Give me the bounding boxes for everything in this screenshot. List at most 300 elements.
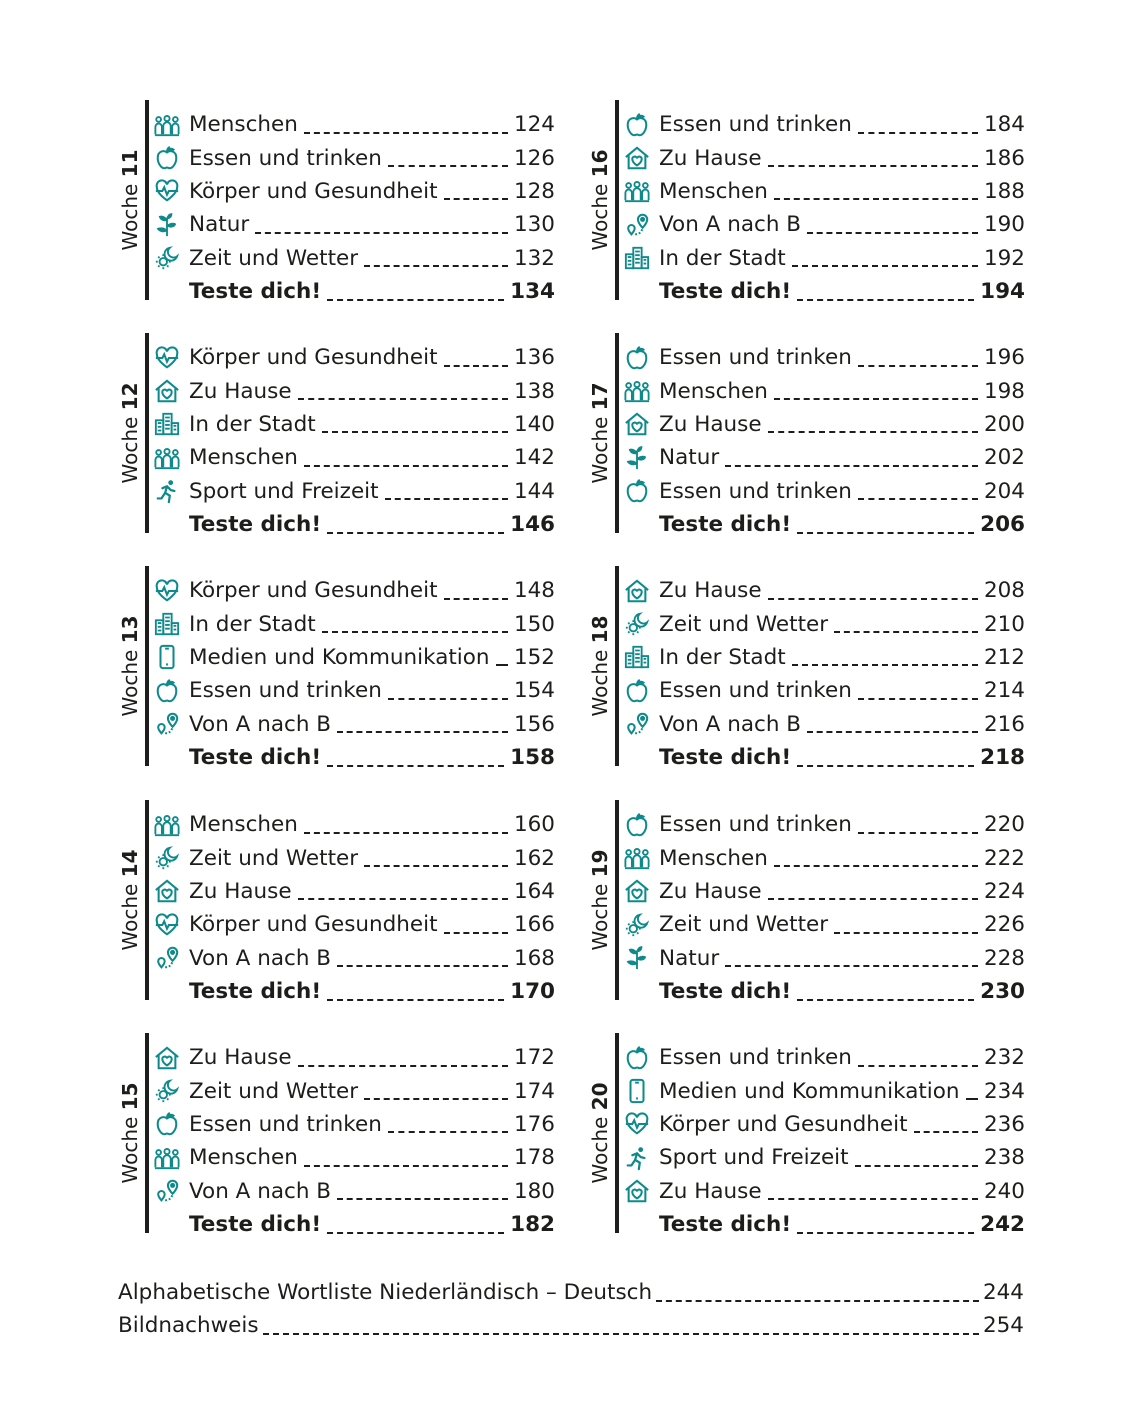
toc-entry[interactable] — [153, 942, 555, 975]
page-number: 216 — [983, 711, 1025, 737]
test-entry[interactable] — [623, 1208, 1025, 1241]
toc-entry[interactable] — [623, 475, 1025, 508]
page-number: 188 — [983, 178, 1025, 204]
leader-line — [792, 265, 978, 267]
entry-title: Menschen — [189, 445, 298, 471]
entry-title: Natur — [659, 945, 720, 971]
leader-line — [496, 664, 508, 666]
leader-line — [768, 1198, 978, 1200]
toc-entry[interactable] — [623, 808, 1025, 841]
toc-entry[interactable] — [623, 374, 1025, 407]
plant-icon — [623, 944, 651, 972]
page-number: 190 — [983, 212, 1025, 238]
page-number: 170 — [510, 979, 555, 1005]
toc-entry[interactable] — [623, 108, 1025, 141]
entry-title: Zu Hause — [189, 1045, 292, 1071]
entry-title: Teste dich! — [189, 512, 322, 538]
smartphone-icon — [623, 1077, 651, 1105]
appendix-title: Alphabetische Wortliste Niederländisch – Deutsch — [118, 1280, 653, 1305]
people-icon — [623, 377, 651, 405]
entry-title: Zeit und Wetter — [659, 611, 829, 637]
toc-entry[interactable] — [623, 908, 1025, 941]
entry-title: Essen und trinken — [659, 812, 852, 838]
people-icon — [153, 811, 181, 839]
test-entry[interactable] — [153, 741, 555, 774]
entry-title: In der Stadt — [189, 611, 316, 637]
entry-title: Teste dich! — [659, 279, 792, 305]
sun-moon-icon — [623, 610, 651, 638]
toc-entry[interactable] — [153, 808, 555, 841]
city-buildings-icon — [153, 610, 181, 638]
house-heart-icon — [153, 877, 181, 905]
leader-line — [298, 898, 508, 900]
page-number: 160 — [513, 812, 555, 838]
toc-entry[interactable] — [153, 708, 555, 741]
week-label-text — [118, 149, 142, 250]
house-heart-icon — [623, 144, 651, 172]
entry-title: Sport und Freizeit — [659, 1145, 849, 1171]
page-number: 138 — [513, 378, 555, 404]
week-label — [585, 333, 615, 533]
page-number: 242 — [980, 1212, 1025, 1238]
leader-line — [858, 832, 978, 834]
week-block-12 — [118, 333, 555, 538]
leader-line — [304, 1165, 508, 1167]
heart-pulse-icon — [153, 911, 181, 939]
page-number: 232 — [983, 1045, 1025, 1071]
leader-line — [327, 1232, 504, 1234]
page-number: 130 — [513, 212, 555, 238]
entry-title: Essen und trinken — [659, 1045, 852, 1071]
toc-entry[interactable] — [153, 674, 555, 707]
entry-title: Körper und Gesundheit — [189, 578, 438, 604]
leader-line — [858, 1065, 978, 1067]
page-number: 210 — [983, 611, 1025, 637]
week-number: 13 — [118, 615, 142, 644]
leader-line — [327, 999, 504, 1001]
apple-icon — [623, 677, 651, 705]
toc-entry[interactable] — [153, 475, 555, 508]
page-number: 228 — [983, 945, 1025, 971]
leader-line — [774, 865, 978, 867]
entry-title: Von A nach B — [189, 1178, 332, 1204]
entry-title: Körper und Gesundheit — [189, 345, 438, 371]
page-number: 194 — [980, 279, 1025, 305]
entry-title: Essen und trinken — [659, 345, 852, 371]
toc-entry[interactable] — [623, 441, 1025, 474]
smartphone-icon — [153, 643, 181, 671]
entry-title: In der Stadt — [659, 245, 786, 271]
toc-entry[interactable] — [623, 942, 1025, 975]
entry-title: Teste dich! — [189, 979, 322, 1005]
leader-line — [858, 498, 978, 500]
appendix-title: Bildnachweis — [118, 1313, 259, 1338]
week-divider-bar — [145, 1033, 149, 1233]
entry-title: Essen und trinken — [659, 112, 852, 138]
leader-line — [858, 698, 978, 700]
entry-title: In der Stadt — [189, 411, 316, 437]
toc-entry[interactable] — [153, 441, 555, 474]
leader-line — [304, 465, 508, 467]
leader-line — [364, 265, 508, 267]
route-pins-icon — [153, 1177, 181, 1205]
week-divider-bar — [615, 1033, 619, 1233]
page-number: 244 — [982, 1280, 1024, 1305]
leader-line — [444, 932, 508, 934]
apple-icon — [153, 144, 181, 172]
toc-entry[interactable] — [623, 1141, 1025, 1174]
toc-entry[interactable] — [153, 1074, 555, 1107]
week-number: 15 — [118, 1082, 142, 1111]
entry-title: Teste dich! — [659, 979, 792, 1005]
leader-line — [774, 198, 978, 200]
page-number: 128 — [513, 178, 555, 204]
test-entry[interactable] — [153, 508, 555, 541]
week-label — [115, 800, 145, 1000]
entry-title: Zeit und Wetter — [659, 912, 829, 938]
house-heart-icon — [153, 1044, 181, 1072]
week-divider-bar — [615, 800, 619, 1000]
leader-line — [364, 865, 508, 867]
week-label — [585, 566, 615, 766]
city-buildings-icon — [623, 244, 651, 272]
entry-title: Teste dich! — [189, 745, 322, 771]
leader-line — [725, 965, 978, 967]
toc-entry[interactable] — [153, 374, 555, 407]
toc-entry[interactable] — [623, 607, 1025, 640]
page-number: 236 — [983, 1111, 1025, 1137]
leader-line — [792, 664, 978, 666]
sun-moon-icon — [623, 911, 651, 939]
apple-icon — [623, 1044, 651, 1072]
toc-entry[interactable] — [153, 108, 555, 141]
page-number: 134 — [510, 279, 555, 305]
page-number: 202 — [983, 445, 1025, 471]
toc-entry[interactable] — [623, 208, 1025, 241]
leader-line — [337, 731, 508, 733]
week-divider-bar — [145, 100, 149, 300]
sun-moon-icon — [153, 244, 181, 272]
page-number: 226 — [983, 912, 1025, 938]
toc-entry[interactable] — [153, 908, 555, 941]
week-number: 14 — [118, 849, 142, 878]
page-number: 234 — [983, 1078, 1025, 1104]
house-heart-icon — [623, 1177, 651, 1205]
week-word: Woche — [588, 649, 612, 717]
toc-entry[interactable] — [623, 875, 1025, 908]
page-number: 132 — [513, 245, 555, 271]
house-heart-icon — [623, 410, 651, 438]
entry-title: Teste dich! — [189, 1212, 322, 1238]
appendix-entry[interactable] — [118, 1276, 1024, 1309]
runner-icon — [623, 1144, 651, 1172]
week-number: 19 — [588, 849, 612, 878]
page-number: 166 — [513, 912, 555, 938]
toc-entry[interactable] — [153, 1175, 555, 1208]
entry-title: Körper und Gesundheit — [189, 912, 438, 938]
toc-entry[interactable] — [153, 242, 555, 275]
toc-entry[interactable] — [623, 242, 1025, 275]
leader-line — [807, 731, 978, 733]
page-number: 200 — [983, 411, 1025, 437]
page-number: 198 — [983, 378, 1025, 404]
toc-entry[interactable] — [623, 1108, 1025, 1141]
entry-title: Essen und trinken — [659, 478, 852, 504]
entry-title: Teste dich! — [189, 279, 322, 305]
toc-entry[interactable] — [623, 1041, 1025, 1074]
route-pins-icon — [623, 211, 651, 239]
leader-line — [834, 932, 978, 934]
week-number: 16 — [588, 149, 612, 178]
toc-entry[interactable] — [153, 574, 555, 607]
week-label — [115, 333, 145, 533]
toc-entry[interactable] — [623, 708, 1025, 741]
page-number: 224 — [983, 878, 1025, 904]
leader-line — [304, 132, 508, 134]
page-number: 238 — [983, 1145, 1025, 1171]
toc-entry[interactable] — [623, 341, 1025, 374]
entry-title: Zeit und Wetter — [189, 245, 359, 271]
sun-moon-icon — [153, 844, 181, 872]
week-number: 17 — [588, 382, 612, 411]
leader-line — [768, 165, 978, 167]
test-entry[interactable] — [623, 275, 1025, 308]
entry-title: Zu Hause — [189, 378, 292, 404]
toc-entry[interactable] — [623, 175, 1025, 208]
heart-pulse-icon — [153, 577, 181, 605]
page-number: 230 — [980, 979, 1025, 1005]
people-icon — [153, 1144, 181, 1172]
toc-entry[interactable] — [623, 641, 1025, 674]
toc-entry[interactable] — [153, 141, 555, 174]
test-entry[interactable] — [623, 741, 1025, 774]
week-label-text — [588, 1082, 612, 1183]
week-word: Woche — [118, 649, 142, 717]
leader-line — [725, 465, 978, 467]
leader-line — [322, 431, 508, 433]
leader-line — [858, 365, 978, 367]
leader-line — [855, 1165, 978, 1167]
test-entry[interactable] — [153, 275, 555, 308]
page-number: 150 — [513, 611, 555, 637]
page-number: 182 — [510, 1212, 555, 1238]
people-icon — [623, 177, 651, 205]
week-label-text — [118, 849, 142, 950]
leader-line — [298, 1065, 508, 1067]
entry-title: Sport und Freizeit — [189, 478, 379, 504]
page-number: 254 — [982, 1313, 1024, 1338]
leader-line — [337, 1198, 508, 1200]
toc-entry[interactable] — [623, 841, 1025, 874]
page-number: 162 — [513, 845, 555, 871]
week-label — [585, 1033, 615, 1233]
week-block-11 — [118, 100, 555, 305]
entry-title: Menschen — [189, 1145, 298, 1171]
leader-line — [327, 299, 504, 301]
week-divider-bar — [145, 333, 149, 533]
week-block-13 — [118, 566, 555, 771]
entry-title: Teste dich! — [659, 1212, 792, 1238]
page-number: 192 — [983, 245, 1025, 271]
page-number: 156 — [513, 711, 555, 737]
entry-title: Menschen — [659, 378, 768, 404]
leader-line — [797, 532, 974, 534]
toc-entry[interactable] — [153, 341, 555, 374]
page-number: 136 — [513, 345, 555, 371]
leader-line — [797, 999, 974, 1001]
apple-icon — [153, 677, 181, 705]
entry-title: Menschen — [659, 845, 768, 871]
toc-entry[interactable] — [153, 408, 555, 441]
leader-line — [774, 398, 978, 400]
route-pins-icon — [153, 944, 181, 972]
leader-line — [255, 232, 508, 234]
toc-entry[interactable] — [153, 1041, 555, 1074]
leader-line — [768, 431, 978, 433]
leader-line — [388, 165, 508, 167]
heart-pulse-icon — [153, 177, 181, 205]
toc-entry[interactable] — [153, 841, 555, 874]
page-number: 184 — [983, 112, 1025, 138]
leader-line — [834, 631, 978, 633]
entry-title: Zu Hause — [659, 145, 762, 171]
page-number: 158 — [510, 745, 555, 771]
week-divider-bar — [615, 333, 619, 533]
route-pins-icon — [623, 710, 651, 738]
week-word: Woche — [588, 416, 612, 484]
week-block-16 — [588, 100, 1025, 305]
test-entry[interactable] — [623, 508, 1025, 541]
entry-title: Von A nach B — [189, 711, 332, 737]
entry-title: Von A nach B — [659, 711, 802, 737]
leader-line — [444, 598, 508, 600]
page-number: 148 — [513, 578, 555, 604]
page-number: 186 — [983, 145, 1025, 171]
heart-pulse-icon — [623, 1110, 651, 1138]
week-divider-bar — [615, 100, 619, 300]
week-word: Woche — [588, 1116, 612, 1184]
entry-title: Zu Hause — [659, 578, 762, 604]
toc-entry[interactable] — [623, 1074, 1025, 1107]
leader-line — [304, 832, 508, 834]
runner-icon — [153, 477, 181, 505]
page-number: 174 — [513, 1078, 555, 1104]
week-number: 11 — [118, 149, 142, 178]
entry-title: Menschen — [189, 812, 298, 838]
week-block-14 — [118, 800, 555, 1005]
apple-icon — [623, 477, 651, 505]
week-label-text — [118, 615, 142, 716]
week-block-20 — [588, 1033, 1025, 1238]
test-entry[interactable] — [153, 1208, 555, 1241]
page-number: 152 — [513, 644, 555, 670]
entry-title: Zu Hause — [189, 878, 292, 904]
test-entry[interactable] — [623, 975, 1025, 1008]
toc-entry[interactable] — [153, 208, 555, 241]
week-word: Woche — [118, 883, 142, 951]
entry-title: Körper und Gesundheit — [659, 1111, 908, 1137]
route-pins-icon — [153, 710, 181, 738]
entry-title: Zu Hause — [659, 411, 762, 437]
entry-title: Von A nach B — [189, 945, 332, 971]
week-word: Woche — [118, 183, 142, 251]
apple-icon — [623, 111, 651, 139]
entry-title: In der Stadt — [659, 644, 786, 670]
page-number: 144 — [513, 478, 555, 504]
city-buildings-icon — [623, 643, 651, 671]
week-label — [585, 800, 615, 1000]
leader-line — [768, 598, 978, 600]
page-number: 154 — [513, 678, 555, 704]
people-icon — [153, 111, 181, 139]
week-label-text — [588, 149, 612, 250]
toc-entry[interactable] — [153, 175, 555, 208]
entry-title: Körper und Gesundheit — [189, 178, 438, 204]
leader-line — [385, 498, 508, 500]
page-number: 142 — [513, 445, 555, 471]
entry-title: Essen und trinken — [659, 678, 852, 704]
entry-title: Natur — [659, 445, 720, 471]
toc-entry[interactable] — [153, 1108, 555, 1141]
toc-entry[interactable] — [153, 641, 555, 674]
week-label — [585, 100, 615, 300]
week-label — [115, 100, 145, 300]
entry-title: Essen und trinken — [189, 1111, 382, 1137]
house-heart-icon — [623, 877, 651, 905]
page-number: 240 — [983, 1178, 1025, 1204]
test-entry[interactable] — [153, 975, 555, 1008]
entry-title: Teste dich! — [659, 745, 792, 771]
week-number: 18 — [588, 615, 612, 644]
page-number: 164 — [513, 878, 555, 904]
toc-entry[interactable] — [623, 674, 1025, 707]
city-buildings-icon — [153, 410, 181, 438]
week-block-19 — [588, 800, 1025, 1005]
people-icon — [623, 844, 651, 872]
entry-title: Teste dich! — [659, 512, 792, 538]
apple-icon — [623, 344, 651, 372]
leader-line — [768, 898, 978, 900]
page-number: 126 — [513, 145, 555, 171]
toc-entry[interactable] — [153, 607, 555, 640]
week-number: 20 — [588, 1082, 612, 1111]
heart-pulse-icon — [153, 344, 181, 372]
toc-entry[interactable] — [623, 574, 1025, 607]
week-label — [115, 566, 145, 766]
week-label-text — [588, 382, 612, 483]
toc-entry[interactable] — [153, 1141, 555, 1174]
page-number: 204 — [983, 478, 1025, 504]
leader-line — [966, 1098, 978, 1100]
appendix-entry[interactable] — [118, 1309, 1024, 1342]
entry-title: Von A nach B — [659, 212, 802, 238]
leader-line — [337, 965, 508, 967]
toc-entry[interactable] — [623, 1175, 1025, 1208]
week-label-text — [118, 382, 142, 483]
apple-icon — [623, 811, 651, 839]
toc-entry[interactable] — [623, 408, 1025, 441]
leader-line — [298, 398, 508, 400]
toc-entry[interactable] — [623, 141, 1025, 174]
page-number: 206 — [980, 512, 1025, 538]
toc-entry[interactable] — [153, 875, 555, 908]
leader-line — [327, 532, 504, 534]
page-number: 208 — [983, 578, 1025, 604]
page-number: 214 — [983, 678, 1025, 704]
leader-line — [388, 1131, 508, 1133]
week-block-18 — [588, 566, 1025, 771]
entry-title: Medien und Kommunikation — [189, 644, 490, 670]
